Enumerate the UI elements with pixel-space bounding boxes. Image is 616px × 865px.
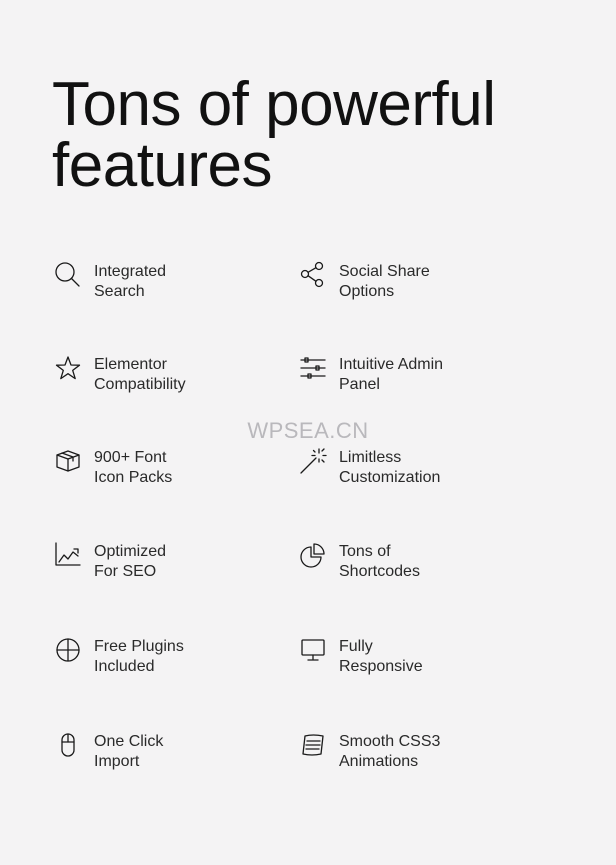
- page-title-line-2: features: [52, 131, 273, 200]
- chart-icon: [54, 541, 82, 569]
- feature-css3-animations: [299, 732, 499, 772]
- search-icon: [54, 261, 82, 289]
- feature-elementor: [54, 355, 254, 395]
- monitor-icon: [299, 636, 327, 664]
- page-title-line-1: Tons of powerful: [52, 70, 496, 139]
- feature-label: Optimized For SEO: [94, 543, 167, 580]
- page-title: [52, 70, 572, 200]
- feature-icon-packs: [54, 448, 254, 488]
- box-icon: [54, 447, 82, 475]
- feature-label: Elementor Compatibility: [94, 356, 186, 393]
- plus-circle-icon: [54, 636, 82, 664]
- layers-icon: [299, 731, 327, 759]
- feature-label: Social Share Options: [339, 263, 430, 300]
- feature-customization: [299, 448, 499, 488]
- magic-wand-icon: [299, 447, 327, 475]
- feature-label: Integrated Search: [94, 263, 167, 300]
- feature-seo: [54, 542, 254, 582]
- feature-label: Tons of Shortcodes: [339, 543, 420, 580]
- feature-label: Smooth CSS3 Animations: [339, 733, 441, 770]
- feature-label: 900+ Font Icon Packs: [94, 449, 173, 486]
- pie-chart-icon: [299, 541, 327, 569]
- feature-integrated-search: [54, 262, 254, 302]
- watermark: WPSEA.CN: [247, 418, 369, 443]
- feature-responsive: [299, 637, 499, 677]
- mouse-icon: [54, 731, 82, 759]
- feature-label: One Click Import: [94, 733, 164, 770]
- feature-one-click-import: [54, 732, 254, 772]
- star-icon: [54, 354, 82, 382]
- feature-free-plugins: [54, 637, 254, 677]
- feature-label: Limitless Customization: [339, 449, 441, 486]
- feature-label: Fully Responsive: [339, 638, 423, 675]
- feature-label: Intuitive Admin Panel: [339, 356, 444, 393]
- sliders-icon: [299, 354, 327, 382]
- feature-admin-panel: [299, 355, 499, 395]
- feature-label: Free Plugins Included: [94, 638, 184, 675]
- feature-shortcodes: [299, 542, 499, 582]
- share-icon: [299, 261, 327, 289]
- feature-social-share: [299, 262, 499, 302]
